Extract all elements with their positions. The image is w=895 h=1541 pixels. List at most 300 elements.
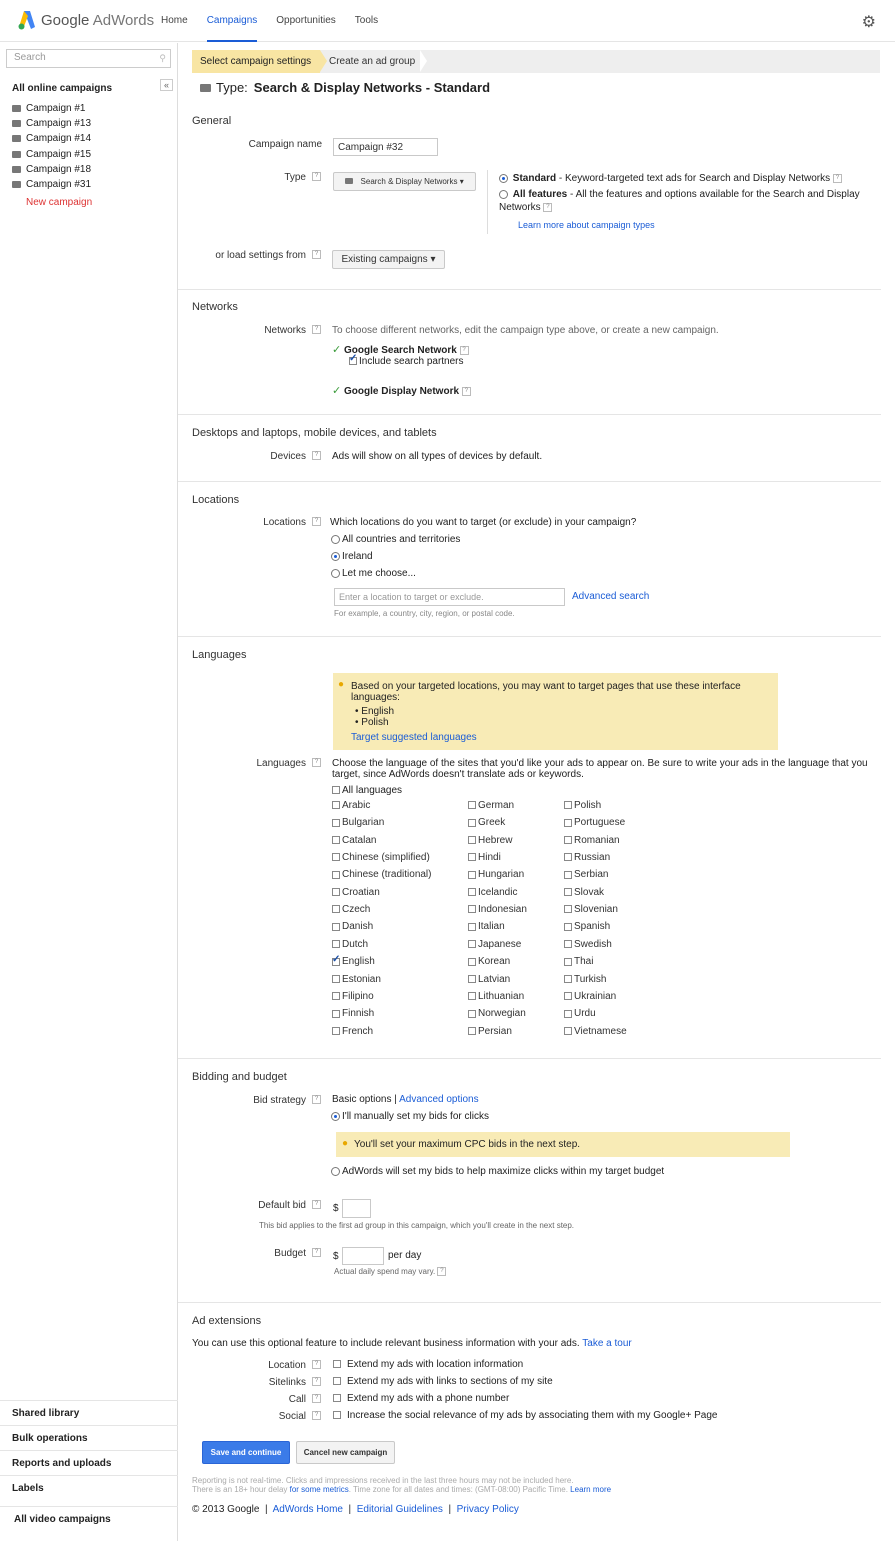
breadcrumb-arrow <box>420 50 427 72</box>
language-label: German <box>478 800 515 811</box>
existing-campaigns-label: Existing campaigns <box>341 254 428 265</box>
sidebar-item-labels[interactable]: Labels <box>0 1475 178 1500</box>
language-option[interactable] <box>332 817 384 828</box>
devices-label: Devices <box>270 451 306 462</box>
language-label: Persian <box>478 1025 512 1037</box>
language-checkbox[interactable] <box>564 819 572 827</box>
suggested-language: • Polish <box>355 717 389 728</box>
language-label: Indonesian <box>478 904 527 916</box>
language-label: Chinese (traditional) <box>342 869 432 881</box>
folder-icon <box>12 120 21 127</box>
language-label: Dutch <box>342 938 369 950</box>
footer-link-editorial[interactable]: Editorial Guidelines <box>356 1504 443 1515</box>
standard-title: Standard <box>512 173 557 184</box>
sidebar <box>0 43 178 1541</box>
language-label: French <box>342 1025 374 1037</box>
manual-bid-note-text: You'll set your maximum CPC bids in the next step. <box>354 1139 581 1150</box>
language-all[interactable] <box>332 785 402 796</box>
location-option-ireland[interactable] <box>331 551 373 562</box>
campaign-label: Campaign #13 <box>26 118 92 130</box>
language-option[interactable] <box>332 852 430 863</box>
existing-campaigns-dropdown[interactable] <box>332 250 445 269</box>
language-checkbox[interactable] <box>332 905 340 913</box>
chevron-down-icon: ▾ <box>430 254 436 265</box>
bid-option-label: AdWords will set my bids to help maximize clicks within my target budget <box>342 1166 665 1177</box>
bid-radio[interactable] <box>331 1112 340 1121</box>
suggested-language-label: English <box>361 706 395 717</box>
networks-desc: To choose different networks, edit the campaign type above, or create a new campaign. <box>332 325 719 336</box>
language-checkbox[interactable] <box>468 958 476 966</box>
bid-radio[interactable] <box>331 1167 340 1176</box>
language-option[interactable] <box>332 1026 373 1037</box>
language-option[interactable] <box>468 869 524 880</box>
language-checkbox[interactable] <box>564 992 572 1000</box>
folder-icon <box>200 84 211 92</box>
language-checkbox[interactable] <box>468 905 476 913</box>
languages-label: Languages <box>256 758 306 769</box>
divider <box>178 1058 881 1059</box>
language-label: Arabic <box>342 800 371 811</box>
extension-label-social: Social <box>278 1411 306 1422</box>
help-icon[interactable]: ? <box>312 1411 321 1420</box>
display-network-row <box>332 384 471 397</box>
divider <box>178 414 881 415</box>
new-campaign-link[interactable]: New campaign <box>26 197 93 209</box>
language-checkbox[interactable] <box>564 1010 572 1018</box>
folder-icon <box>12 166 21 173</box>
language-checkbox[interactable] <box>564 836 572 844</box>
language-option[interactable] <box>468 956 510 967</box>
search-partners-checkbox[interactable] <box>349 357 357 365</box>
location-option-all[interactable] <box>331 534 460 545</box>
language-option[interactable] <box>468 800 514 811</box>
devices-desc: Ads will show on all types of devices by default. <box>332 451 543 462</box>
language-option[interactable] <box>564 939 612 950</box>
language-option[interactable] <box>332 835 376 846</box>
language-checkbox[interactable] <box>332 836 340 844</box>
language-label: Hungarian <box>478 869 525 881</box>
bid-option-label: I'll manually set my bids for clicks <box>342 1111 489 1122</box>
language-option[interactable] <box>468 1008 526 1019</box>
folder-icon <box>12 181 21 188</box>
allfeatures-title: All features <box>512 189 568 200</box>
learn-more-link[interactable]: Learn more about campaign types <box>518 220 655 230</box>
language-checkbox[interactable] <box>468 853 476 861</box>
adwords-logo[interactable] <box>18 10 154 30</box>
help-icon[interactable]: ? <box>543 203 552 212</box>
campaign-label: Campaign #14 <box>26 133 92 145</box>
suggested-language-label: Polish <box>361 717 389 728</box>
language-checkbox[interactable] <box>332 975 340 983</box>
section-extensions-title: Ad extensions <box>192 1315 262 1327</box>
footer-note-line2 <box>192 1485 882 1494</box>
all-online-campaigns-link[interactable]: All online campaigns <box>12 83 113 94</box>
help-icon[interactable]: ? <box>312 1095 321 1104</box>
check-icon: ✓ <box>332 385 342 397</box>
language-option[interactable] <box>332 921 373 932</box>
campaign-name-field[interactable]: Campaign #32 <box>333 138 438 156</box>
help-icon[interactable]: ? <box>437 1267 446 1276</box>
help-icon[interactable]: ? <box>312 1248 321 1257</box>
language-option[interactable] <box>564 869 608 880</box>
language-checkbox[interactable] <box>332 801 340 809</box>
location-radio[interactable] <box>331 569 340 578</box>
language-checkbox[interactable] <box>564 1027 572 1035</box>
language-label: All languages <box>342 785 403 796</box>
language-option[interactable] <box>468 939 521 950</box>
language-checkbox[interactable] <box>332 1027 340 1035</box>
divider <box>487 170 488 234</box>
language-option[interactable] <box>564 852 610 863</box>
standard-desc: - Keyword-targeted text ads for Search and Display Networks <box>556 173 831 184</box>
language-label: Swedish <box>574 938 612 950</box>
language-checkbox[interactable] <box>468 819 476 827</box>
section-devices-title: Desktops and laptops, mobile devices, and tablets <box>192 427 437 439</box>
take-tour-link[interactable]: Take a tour <box>582 1338 632 1349</box>
language-checkbox[interactable] <box>332 819 340 827</box>
language-option[interactable] <box>468 974 510 985</box>
footer-link-adwords-home[interactable]: AdWords Home <box>272 1504 343 1515</box>
tab-basic-options[interactable]: Basic options <box>332 1094 392 1105</box>
extension-text: Extend my ads with location information <box>347 1359 524 1370</box>
language-label: Greek <box>478 817 506 829</box>
location-option-label: Ireland <box>342 551 373 562</box>
sidebar-item-video-campaigns[interactable]: All video campaigns <box>0 1506 178 1531</box>
extension-text: Extend my ads with a phone number <box>347 1393 510 1404</box>
language-option[interactable] <box>564 991 616 1002</box>
language-option[interactable] <box>564 817 625 828</box>
language-option[interactable] <box>564 835 620 846</box>
divider <box>178 1302 881 1303</box>
lightbulb-icon: ● <box>342 1138 349 1149</box>
language-label: Czech <box>342 904 371 916</box>
location-option-label: Let me choose... <box>342 568 416 579</box>
collapse-sidebar-icon[interactable]: « <box>160 79 173 91</box>
language-option[interactable] <box>468 835 512 846</box>
logo-google-text: Google <box>41 11 90 29</box>
extension-checkbox[interactable] <box>333 1394 341 1402</box>
language-option[interactable] <box>564 974 606 985</box>
language-checkbox[interactable] <box>564 923 572 931</box>
logo-product-text: AdWords <box>92 11 155 29</box>
default-bid-field[interactable] <box>342 1199 371 1218</box>
lightbulb-icon: ● <box>338 679 345 690</box>
help-icon[interactable]: ? <box>312 451 321 460</box>
campaign-label: Campaign #15 <box>26 148 92 160</box>
footer-note <box>192 1476 882 1494</box>
language-checkbox[interactable] <box>564 940 572 948</box>
breadcrumb-step-current: Select campaign settings <box>192 50 320 73</box>
location-search-input[interactable]: Enter a location to target or exclude. <box>334 588 565 606</box>
sidebar-item-campaign[interactable] <box>12 101 92 116</box>
bid-manual-option[interactable] <box>331 1111 489 1122</box>
language-checkbox[interactable] <box>564 871 572 879</box>
display-network-label: Google Display Network <box>344 386 460 397</box>
language-option[interactable] <box>468 991 524 1002</box>
language-option[interactable] <box>332 869 432 880</box>
language-label: Russian <box>574 852 611 864</box>
language-checkbox[interactable] <box>564 975 572 983</box>
breadcrumb-arrow <box>320 50 327 72</box>
extension-social-row[interactable] <box>333 1410 717 1421</box>
language-checkbox[interactable] <box>332 923 340 931</box>
language-label: Hebrew <box>478 834 513 846</box>
language-checkbox[interactable] <box>468 923 476 931</box>
language-label: Finnish <box>342 1008 375 1020</box>
allfeatures-desc2: Networks <box>499 202 541 213</box>
tab-advanced-options[interactable]: Advanced options <box>399 1094 479 1105</box>
footer-note-text: There is an 18+ hour delay <box>192 1485 290 1494</box>
type-allfeatures-option[interactable] <box>499 188 879 214</box>
extension-sitelinks-row[interactable] <box>333 1376 553 1387</box>
some-metrics-link[interactable]: for some metrics <box>289 1485 349 1494</box>
language-option[interactable] <box>468 1026 512 1037</box>
language-option[interactable] <box>468 852 501 863</box>
language-checkbox[interactable] <box>332 958 340 966</box>
language-checkbox[interactable] <box>468 975 476 983</box>
type-label: Type <box>284 172 306 183</box>
divider <box>178 636 881 637</box>
bid-note: This bid applies to the first ad group in this campaign, which you'll create in the next step. <box>259 1221 575 1230</box>
type-prefix: Type: <box>216 80 248 95</box>
sidebar-item-campaign[interactable] <box>12 147 92 162</box>
extension-checkbox[interactable] <box>333 1360 341 1368</box>
check-icon: ✓ <box>332 344 342 356</box>
extension-label-sitelinks: Sitelinks <box>268 1377 306 1388</box>
language-option[interactable] <box>332 991 374 1002</box>
section-general-title: General <box>192 115 232 127</box>
language-label: Croatian <box>342 886 380 898</box>
language-label: Chinese (simplified) <box>342 852 430 864</box>
location-radio[interactable] <box>331 552 340 561</box>
top-bar <box>0 0 895 42</box>
save-continue-button[interactable]: Save and continue <box>202 1441 290 1464</box>
language-checkbox[interactable] <box>564 958 572 966</box>
language-checkbox[interactable] <box>332 888 340 896</box>
extension-call-row[interactable] <box>333 1393 509 1404</box>
advanced-search-link[interactable]: Advanced search <box>572 591 650 602</box>
budget-note-text: Actual daily spend may vary. <box>334 1267 436 1276</box>
help-icon[interactable]: ? <box>460 346 469 355</box>
networks-label: Networks <box>264 325 306 336</box>
folder-icon <box>12 151 21 158</box>
language-checkbox[interactable] <box>468 992 476 1000</box>
language-option[interactable] <box>332 974 381 985</box>
location-option-label: All countries and territories <box>342 534 461 545</box>
language-label: Bulgarian <box>342 817 385 829</box>
language-label: Japanese <box>478 938 522 950</box>
campaign-name-label: Campaign name <box>248 139 322 150</box>
extension-label-location: Location <box>268 1360 306 1371</box>
language-label: Slovenian <box>574 904 618 916</box>
footer-note-line1: Reporting is not real-time. Clicks and impressions received in the last three hours may not be included here. <box>192 1476 574 1485</box>
currency-symbol: $ <box>333 1251 339 1262</box>
language-checkbox[interactable] <box>468 801 476 809</box>
language-option[interactable] <box>468 887 517 898</box>
nav-home[interactable]: Home <box>161 15 188 26</box>
budget-label: Budget <box>274 1248 306 1259</box>
nav-tools[interactable]: Tools <box>354 15 379 26</box>
extension-location-row[interactable] <box>333 1359 523 1370</box>
page-title <box>200 80 490 95</box>
budget-field[interactable] <box>342 1247 384 1265</box>
allfeatures-radio[interactable] <box>499 190 508 199</box>
language-option[interactable] <box>332 904 370 915</box>
help-icon[interactable]: ? <box>312 1394 321 1403</box>
section-locations-title: Locations <box>192 494 240 506</box>
language-option[interactable] <box>564 921 610 932</box>
type-dropdown-value: Search & Display Networks <box>360 177 458 186</box>
sidebar-item-reports[interactable]: Reports and uploads <box>0 1450 178 1475</box>
currency-symbol: $ <box>333 1203 339 1214</box>
help-icon[interactable]: ? <box>312 1377 321 1386</box>
language-option[interactable] <box>468 904 527 915</box>
section-bidding-title: Bidding and budget <box>192 1071 287 1083</box>
help-icon[interactable]: ? <box>312 250 321 259</box>
language-label: Slovak <box>574 886 605 898</box>
nav-opportunities[interactable]: Opportunities <box>276 15 336 26</box>
footer-link-privacy[interactable]: Privacy Policy <box>456 1504 519 1515</box>
help-icon[interactable]: ? <box>833 174 842 183</box>
language-checkbox[interactable] <box>564 905 572 913</box>
copyright: © 2013 Google <box>192 1504 260 1515</box>
language-checkbox[interactable] <box>332 940 340 948</box>
language-checkbox[interactable] <box>564 801 572 809</box>
breadcrumb-step-next: Create an ad group <box>329 56 416 67</box>
learn-more-link[interactable]: Learn more <box>570 1485 612 1494</box>
section-networks-title: Networks <box>192 301 238 313</box>
language-label: Italian <box>478 921 505 933</box>
language-label: Norwegian <box>478 1008 526 1020</box>
search-icon[interactable]: ⚲ <box>159 53 166 63</box>
search-partners-row[interactable] <box>349 356 464 367</box>
help-icon[interactable]: ? <box>312 1360 321 1369</box>
language-label: Icelandic <box>478 886 518 898</box>
help-icon[interactable]: ? <box>312 758 321 767</box>
language-option[interactable] <box>332 800 370 811</box>
language-option[interactable] <box>468 817 505 828</box>
language-checkbox[interactable] <box>468 1027 476 1035</box>
language-checkbox[interactable] <box>468 888 476 896</box>
language-label: Urdu <box>574 1008 596 1020</box>
language-label: English <box>342 956 375 968</box>
language-checkbox[interactable] <box>332 853 340 861</box>
type-standard-option[interactable] <box>499 172 879 186</box>
language-checkbox[interactable] <box>468 871 476 879</box>
location-option-choose[interactable] <box>331 568 416 579</box>
bid-options-tabs: Basic options | Advanced options <box>332 1094 479 1105</box>
location-hint: For example, a country, city, region, or postal code. <box>334 609 515 618</box>
nav-campaigns[interactable]: Campaigns <box>207 0 258 42</box>
bid-auto-option[interactable] <box>331 1166 664 1177</box>
language-label: Romanian <box>574 834 620 846</box>
footer-note-text: . Time zone for all dates and times: (GMT-08:00) Pacific Time. <box>348 1485 571 1494</box>
search-network-label: Google Search Network <box>344 345 457 356</box>
language-label: Portuguese <box>574 817 626 829</box>
language-label: Turkish <box>574 973 607 985</box>
help-icon[interactable]: ? <box>312 517 321 526</box>
help-icon[interactable]: ? <box>312 325 321 334</box>
extension-label-call: Call <box>288 1394 306 1405</box>
language-label: Polish <box>574 800 602 811</box>
extension-checkbox[interactable] <box>333 1377 341 1385</box>
language-checkbox[interactable] <box>332 871 340 879</box>
language-option[interactable] <box>564 800 601 811</box>
location-radio[interactable] <box>331 535 340 544</box>
language-option[interactable] <box>564 956 593 967</box>
divider <box>178 289 881 290</box>
language-checkbox[interactable] <box>564 853 572 861</box>
languages-desc: Choose the language of the sites that you'd like your ads to appear on. Be sure to write your ads in the language that you target, since AdWords doesn't translate ads or keywords. <box>332 758 868 780</box>
sidebar-item-campaign[interactable] <box>12 116 92 131</box>
sidebar-item-shared-library[interactable]: Shared library <box>0 1400 178 1425</box>
manual-bid-note <box>336 1132 790 1157</box>
help-icon[interactable]: ? <box>462 387 471 396</box>
language-checkbox[interactable] <box>332 1010 340 1018</box>
language-option[interactable] <box>332 1008 374 1019</box>
campaign-list <box>12 101 92 208</box>
cancel-campaign-button[interactable]: Cancel new campaign <box>296 1441 395 1464</box>
extensions-desc-row <box>192 1338 632 1349</box>
language-label: Danish <box>342 921 374 933</box>
language-option[interactable] <box>564 1008 596 1019</box>
folder-icon <box>12 105 21 112</box>
type-dropdown[interactable] <box>333 172 476 191</box>
language-label: Vietnamese <box>574 1025 627 1037</box>
per-day-label: per day <box>388 1250 422 1261</box>
language-option[interactable] <box>332 887 380 898</box>
language-label: Lithuanian <box>478 990 525 1002</box>
language-checkbox[interactable] <box>468 836 476 844</box>
sidebar-item-campaign[interactable] <box>12 177 92 192</box>
language-label: Hindi <box>478 852 501 864</box>
standard-radio[interactable] <box>499 174 508 183</box>
help-icon[interactable]: ? <box>312 172 321 181</box>
language-option[interactable] <box>468 921 505 932</box>
language-option[interactable] <box>564 904 618 915</box>
divider <box>178 481 881 482</box>
language-checkbox[interactable] <box>468 1010 476 1018</box>
main-nav <box>161 0 397 42</box>
load-settings-label: or load settings from <box>215 250 306 261</box>
language-checkbox[interactable] <box>332 786 340 794</box>
sidebar-item-campaign[interactable] <box>12 131 92 146</box>
target-suggested-link[interactable]: Target suggested languages <box>351 732 477 743</box>
bid-strategy-label: Bid strategy <box>253 1095 306 1106</box>
language-label: Estonian <box>342 973 381 985</box>
search-input[interactable] <box>6 49 171 68</box>
language-checkbox[interactable] <box>332 992 340 1000</box>
sidebar-item-campaign[interactable] <box>12 162 92 177</box>
language-checkbox[interactable] <box>468 940 476 948</box>
search-partners-label: Include search partners <box>359 356 464 367</box>
language-label: Spanish <box>574 921 611 933</box>
campaign-label: Campaign #31 <box>26 179 92 191</box>
language-option[interactable] <box>332 939 368 950</box>
budget-note <box>334 1267 446 1276</box>
language-checkbox[interactable] <box>564 888 572 896</box>
sidebar-item-bulk-operations[interactable]: Bulk operations <box>0 1425 178 1450</box>
language-suggestion-box <box>333 673 778 750</box>
language-option[interactable] <box>564 1026 627 1037</box>
help-icon[interactable]: ? <box>312 1200 321 1209</box>
folder-icon <box>12 135 21 142</box>
language-option[interactable] <box>564 887 604 898</box>
campaign-label: Campaign #18 <box>26 163 92 175</box>
gear-icon[interactable]: ⚙ <box>861 14 876 31</box>
language-option[interactable] <box>332 956 375 967</box>
extension-checkbox[interactable] <box>333 1411 341 1419</box>
